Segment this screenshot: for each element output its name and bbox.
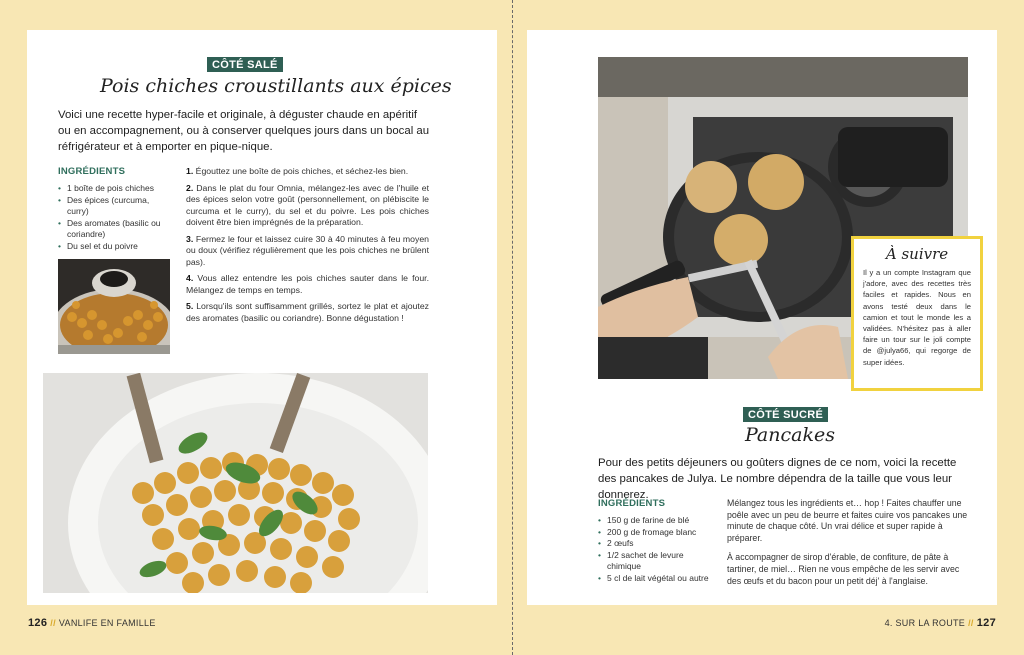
right-running-head: 4. SUR LA ROUTE [884,618,966,628]
step-paragraph: Mélangez tous les ingrédients et… hop ! Faites chauffer une poêle avec un peu de beurre et faites cuire vos pancakes une minute de chaque côté. Un vrai délice et super rapide à préparer. [727,498,968,543]
left-footer [28,617,156,629]
right-recipe-title: Pancakes [745,424,835,446]
right-steps [727,498,970,595]
left-running-head: VANLIFE EN FAMILLE [58,618,156,628]
left-footer-separator: // [50,618,56,628]
right-intro-text: Pour des petits déjeuners ou goûters dignes de ce nom, voici la recette des pancakes de Julya. Le nombre dépendra de la taille que vous leur donnerez. [598,457,957,501]
right-ingredients-list [598,515,713,585]
ingredient-item: • 200 g de fromage blanc [598,527,713,539]
chickpea-bowl-illustration [43,373,428,593]
left-category-tag: CÔTÉ SALÉ [207,57,283,72]
right-ingredients-title: INGRÉDIENTS [598,498,666,509]
callout-text: Il y a un compte Instagram que j'adore, avec des recettes très faciles et rapides. Nous en avons testé deux dans le camion et tout le monde les a validées. N'hésitez pas à aller faire un tour sur le joli compte de @julya66, qui regorge de super idées. [863,268,971,367]
right-footer [885,617,996,629]
left-recipe-title: Pois chiches croustillants aux épices [100,75,452,97]
ingredient-item: • 150 g de farine de blé [598,515,713,527]
ingredient-item: • 2 œufs [598,538,713,550]
left-intro-text: Voici une recette hyper-facile et originale, à déguster chaude en apéritif ou en accompagnement, ou à conserver quelques jours dans un bocal au réfrigérateur et à emporter en pique-nique. [58,109,430,153]
right-footer-separator: // [968,618,974,628]
callout-title: À suivre [885,245,949,263]
right-page-number: 127 [976,617,996,629]
step-4: 4. Vous allez entendre les pois chiches sauter dans le four. Mélangez de temps en temps. [186,273,430,295]
left-ingredients-list [58,183,170,253]
step-paragraph: À accompagner de sirop d'érable, de confiture, de pâte à tartiner, de miel… Rien ne vous empêche de les servir avec des œufs et du bacon pour un petit déj' à l'anglaise. [727,552,960,586]
step-1: 1. Égouttez une boîte de pois chiches, et séchez-les bien. [186,166,409,176]
ingredient-item: • 1/2 sachet de levure chimique [598,550,713,573]
ingredient-item: • Du sel et du poivre [58,241,170,253]
omnia-oven-illustration [58,259,170,354]
page-gutter-divider [512,0,513,655]
step-2: 2. Dans le plat du four Omnia, mélangez-les avec de l'huile et des épices selon votre goût (personnellement, on plébiscite le curcuma et le curry), du sel et du poivre. Les pois chiches doivent être bien imprégnés de la préparation. [186,182,429,227]
ingredient-item: • 5 cl de lait végétal ou autre [598,573,713,585]
left-ingredients-title: INGRÉDIENTS [58,166,126,177]
right-category-tag: CÔTÉ SUCRÉ [743,407,828,422]
a-suivre-callout [851,236,983,391]
step-3: 3. Fermez le four et laissez cuire 30 à 40 minutes à feu moyen ou doux (vérifiez régulièrement que les pois chiches ne brûlent pas). [186,233,429,267]
ingredient-item: • 1 boîte de pois chiches [58,183,170,195]
omnia-oven-photo [58,259,170,354]
left-page-number: 126 [28,617,48,629]
ingredient-item: • Des épices (curcuma, curry) [58,195,170,218]
left-steps [186,166,429,329]
chickpea-bowl-photo [43,373,428,593]
step-5: 5. Lorsqu'ils sont suffisamment grillés, sortez le plat et ajoutez des aromates (basilic ou coriandre). Bonne dégustation ! [186,301,429,323]
ingredient-item: • Des aromates (basilic ou coriandre) [58,218,170,241]
